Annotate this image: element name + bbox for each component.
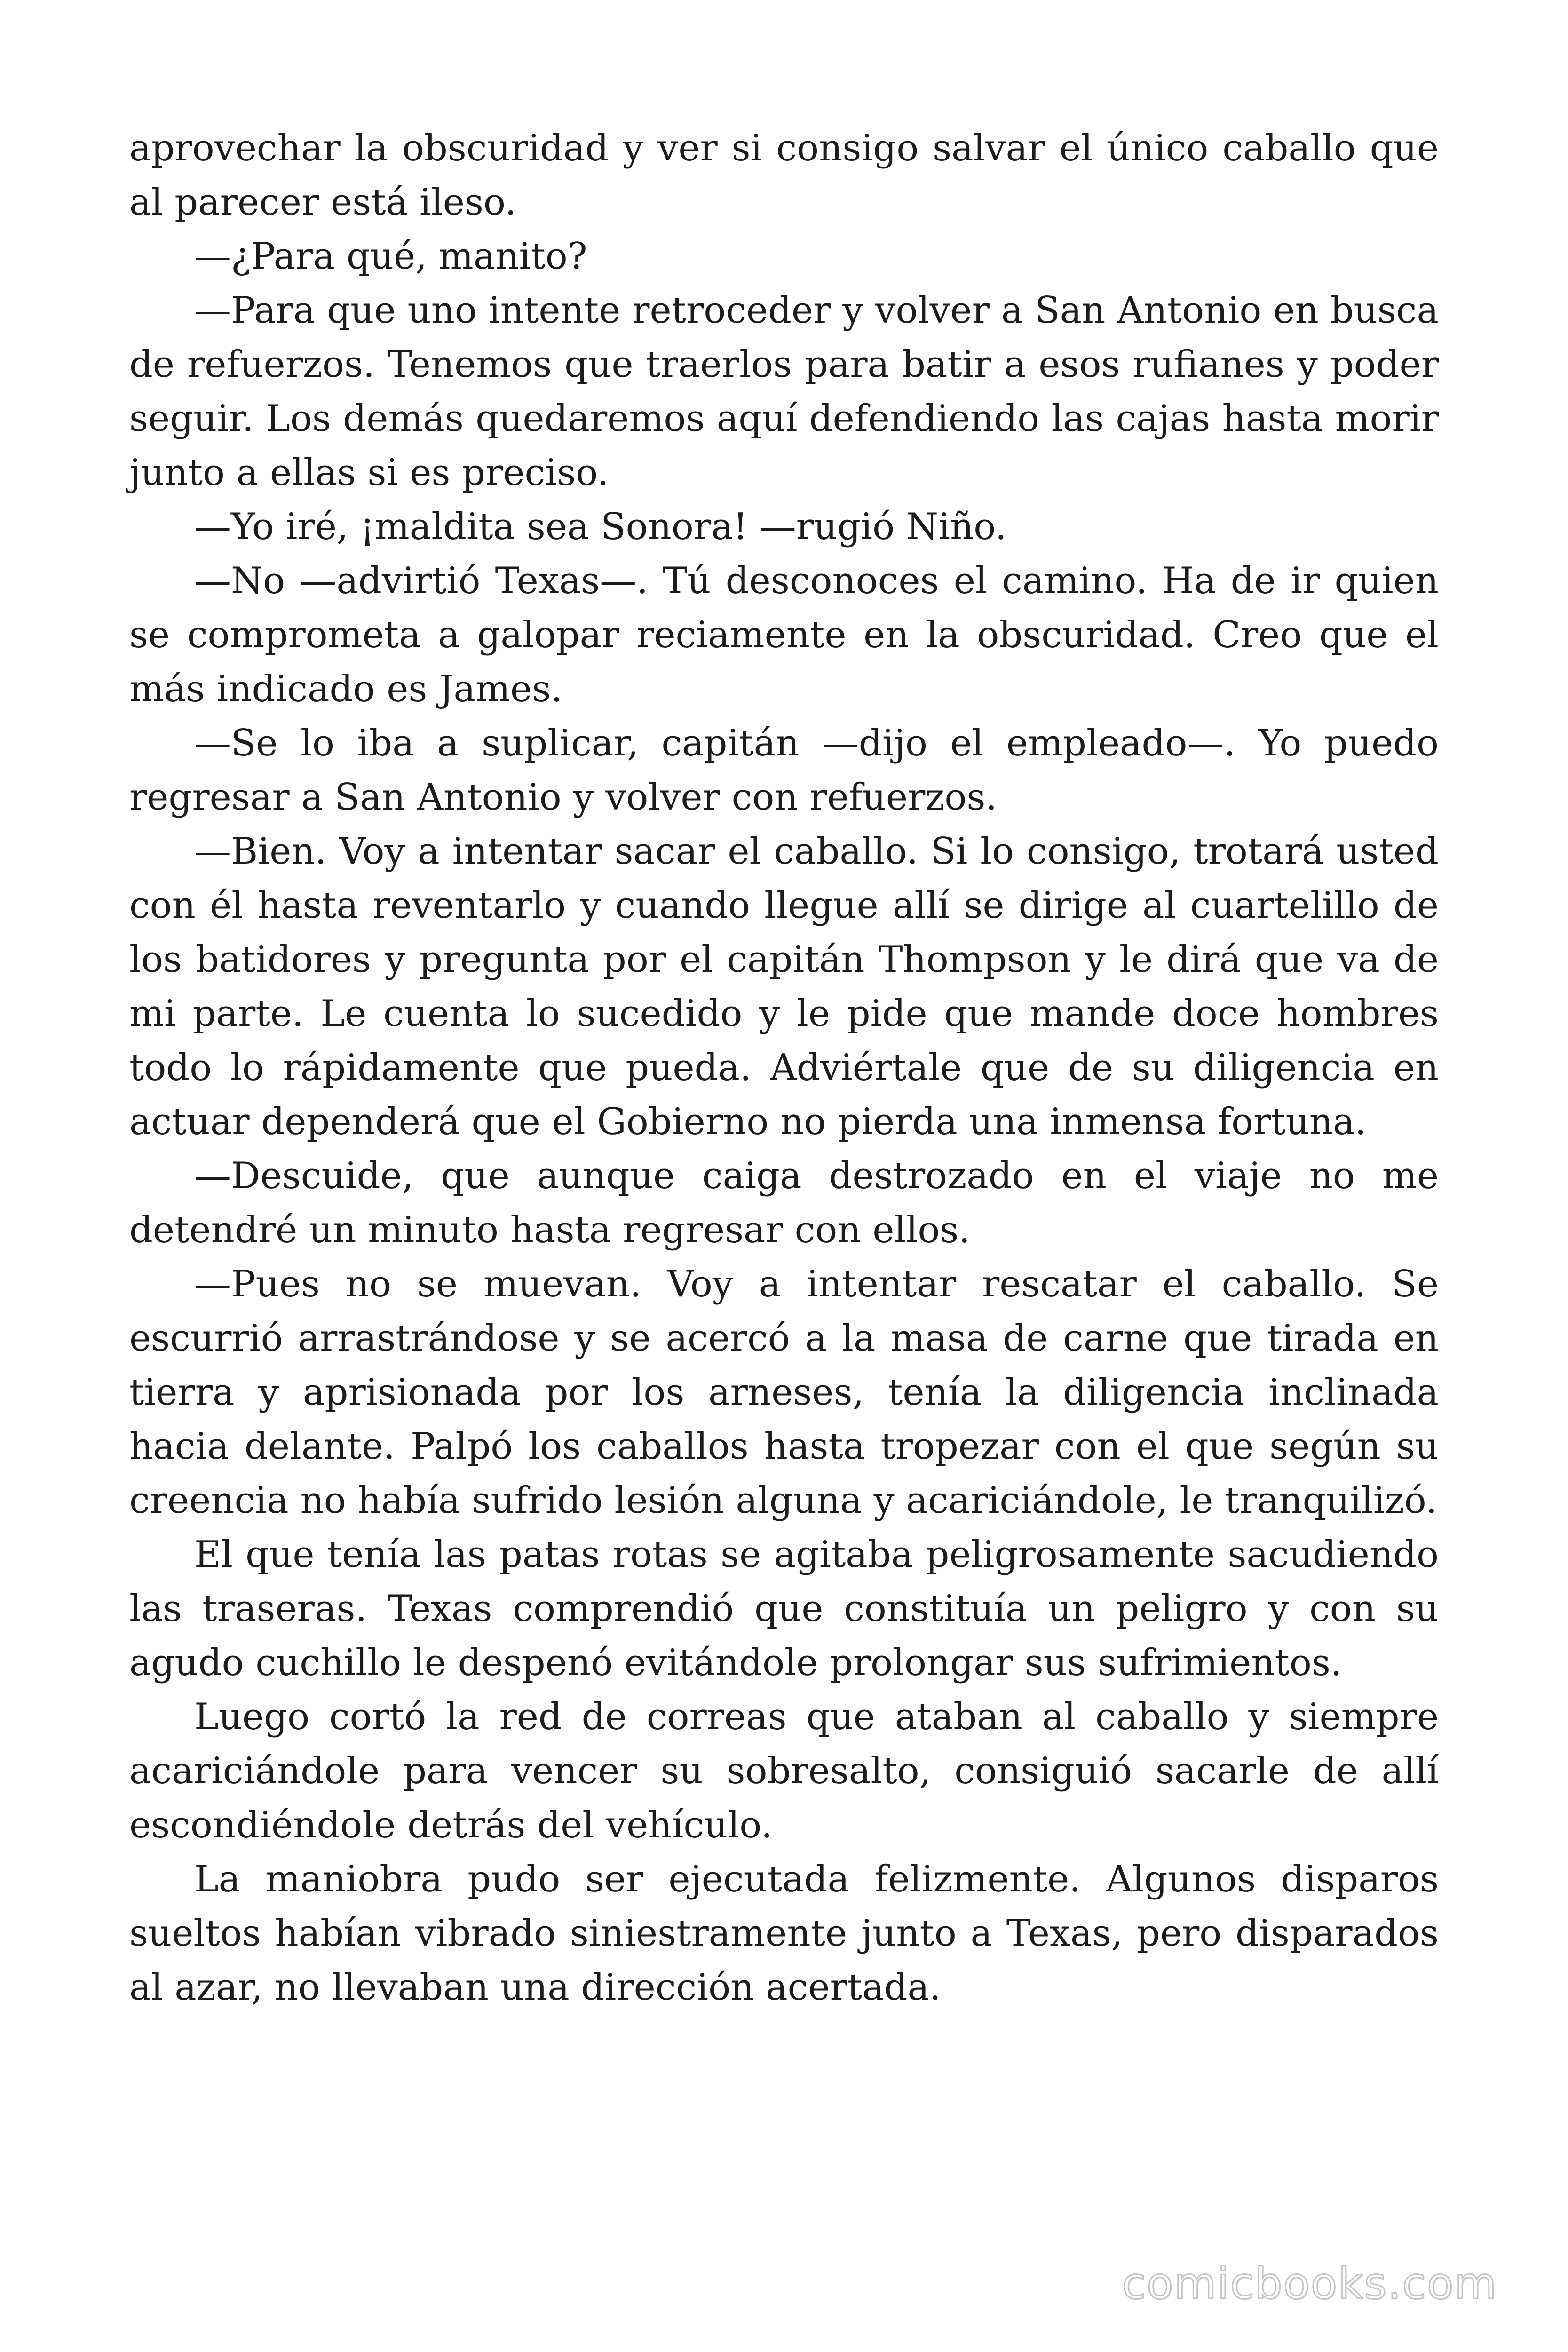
paragraph: —Pues no se muevan. Voy a intentar rescatar el caballo. Se escurrió arrastrándose y se acercó a la masa de carne que tirada en tierra y aprisionada por los arneses, tenía la diligencia inclinada hacia delante. Palpó los caballos hasta tropezar con el que según su creencia no había sufrido lesión alguna y acariciándole, le tranquilizó. bbox=[129, 1263, 1439, 1522]
paragraph: —¿Para qué, manito? bbox=[194, 235, 587, 278]
paragraph: aprovechar la obscuridad y ver si consigo salvar el único caballo que al parecer está ileso. bbox=[129, 127, 1439, 223]
paragraph: —No —advirtió Texas—. Tú desconoces el camino. Ha de ir quien se comprometa a galopar reciamente en la obscuridad. Creo que el más indicado es James. bbox=[129, 560, 1439, 710]
paragraph: —Bien. Voy a intentar sacar el caballo. Si lo consigo, trotará usted con él hasta reventarlo y cuando llegue allí se dirige al cuartelillo de los batidores y pregunta por el capitán Thompson y le dirá que va de mi parte. Le cuenta lo sucedido y le pide que mande doce hombres todo lo rápidamente que pueda. Adviértale que de su diligencia en actuar dependerá que el Gobierno no pierda una inmensa fortuna. bbox=[129, 830, 1439, 1143]
body-text bbox=[129, 121, 1439, 2015]
watermark: comicbooks.com bbox=[1122, 2258, 1497, 2309]
paragraph: —Descuide, que aunque caiga destrozado en el viaje no me detendré un minuto hasta regresar con ellos. bbox=[129, 1155, 1439, 1251]
paragraph: Luego cortó la red de correas que ataban al caballo y siempre acariciándole para vencer su sobresalto, consiguió sacarle de allí escondiéndole detrás del vehículo. bbox=[129, 1696, 1439, 1846]
paragraph: —Yo iré, ¡maldita sea Sonora! —rugió Niño. bbox=[194, 506, 1007, 548]
paragraph: —Se lo iba a suplicar, capitán —dijo el empleado—. Yo puedo regresar a San Antonio y volver con refuerzos. bbox=[129, 722, 1439, 818]
paragraph: —Para que uno intente retroceder y volver a San Antonio en busca de refuerzos. Tenemos que traerlos para batir a esos rufianes y poder seguir. Los demás quedaremos aquí defendiendo las cajas hasta morir junto a ellas si es preciso. bbox=[129, 289, 1439, 494]
paragraph: La maniobra pudo ser ejecutada felizmente. Algunos disparos sueltos habían vibrado siniestramente junto a Texas, pero disparados al azar, no llevaban una dirección acertada. bbox=[129, 1858, 1439, 2009]
paragraph: El que tenía las patas rotas se agitaba peligrosamente sacudiendo las traseras. Texas comprendió que constituía un peligro y con su agudo cuchillo le despenó evitándole prolongar sus sufrimientos. bbox=[129, 1534, 1439, 1684]
